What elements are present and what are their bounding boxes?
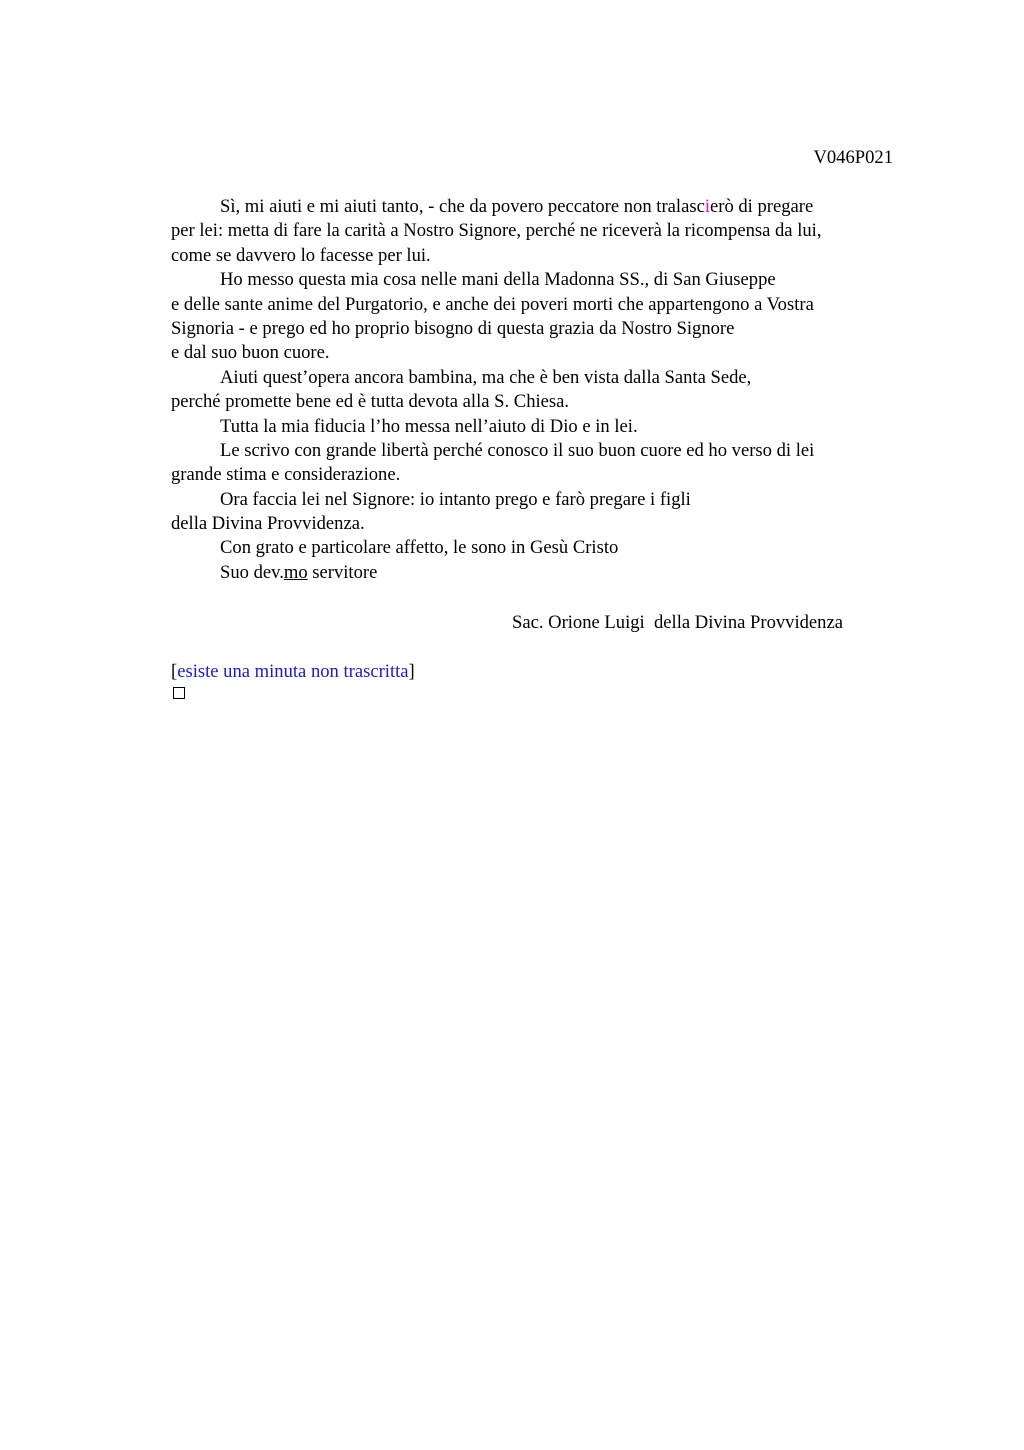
line-text: Con grato e particolare affetto, le sono in Gesù Cristo <box>220 537 619 559</box>
line-text: Suo dev. <box>220 561 284 583</box>
editorial-note <box>171 660 415 684</box>
line-text: della Divina Provvidenza. <box>171 513 365 535</box>
note-close-bracket: ] <box>408 661 415 682</box>
line-text: per lei: metta di fare la carità a Nostro Signore, perché ne riceverà la ricompensa da lui, <box>171 220 822 242</box>
line-text: Ora faccia lei nel Signore: io intanto prego e farò pregare i figli <box>220 488 691 510</box>
letter-line <box>171 268 911 292</box>
letter-line <box>171 439 911 463</box>
letter-line <box>171 341 911 365</box>
line-text: erò di pregare <box>710 196 814 217</box>
letter-line <box>171 488 911 512</box>
letter-line <box>171 463 911 487</box>
line-text: come se davvero lo facesse per lui. <box>171 244 431 266</box>
line-text: grande stima e considerazione. <box>171 464 401 486</box>
line-text: e dal suo buon cuore. <box>171 342 330 364</box>
letter-line <box>171 512 911 536</box>
letter-line <box>171 219 911 243</box>
letter-line <box>171 195 911 219</box>
line-text: Le scrivo con grande libertà perché conosco il suo buon cuore ed ho verso di lei <box>220 439 815 461</box>
underlined-text: mo <box>283 561 308 583</box>
line-text: perché promette bene ed è tutta devota alla S. Chiesa. <box>171 391 570 413</box>
letter-line <box>171 366 911 390</box>
line-text: e delle sante anime del Purgatorio, e anche dei poveri morti che appartengono a Vostra <box>171 293 814 315</box>
checkbox-square-icon <box>173 687 185 699</box>
letter-line <box>171 561 911 585</box>
reference-code: V046P021 <box>813 147 893 168</box>
line-text: Signoria - e prego ed ho proprio bisogno di questa grazia da Nostro Signore <box>171 317 735 339</box>
note-open-bracket: [ <box>171 661 178 682</box>
letter-line <box>171 536 911 560</box>
line-text: servitore <box>307 561 378 583</box>
line-text: Tutta la mia fiducia l’ho messa nell’aiuto di Dio e in lei. <box>220 415 638 437</box>
highlighted-letter: i <box>704 196 710 217</box>
line-text: Ho messo questa mia cosa nelle mani della Madonna SS., di San Giuseppe <box>220 269 776 291</box>
signature: Sac. Orione Luigi della Divina Provvidenza <box>512 612 843 633</box>
letter-line <box>171 317 911 341</box>
line-text: Aiuti quest’opera ancora bambina, ma che è ben vista dalla Santa Sede, <box>220 366 752 388</box>
letter-line <box>171 293 911 317</box>
letter-line <box>171 244 911 268</box>
note-text: esiste una minuta non trascritta <box>177 661 409 682</box>
letter-line <box>171 415 911 439</box>
letter-line <box>171 390 911 414</box>
line-text: Sì, mi aiuti e mi aiuti tanto, - che da povero peccatore non tralasc <box>220 196 705 217</box>
letter-body <box>171 195 911 585</box>
